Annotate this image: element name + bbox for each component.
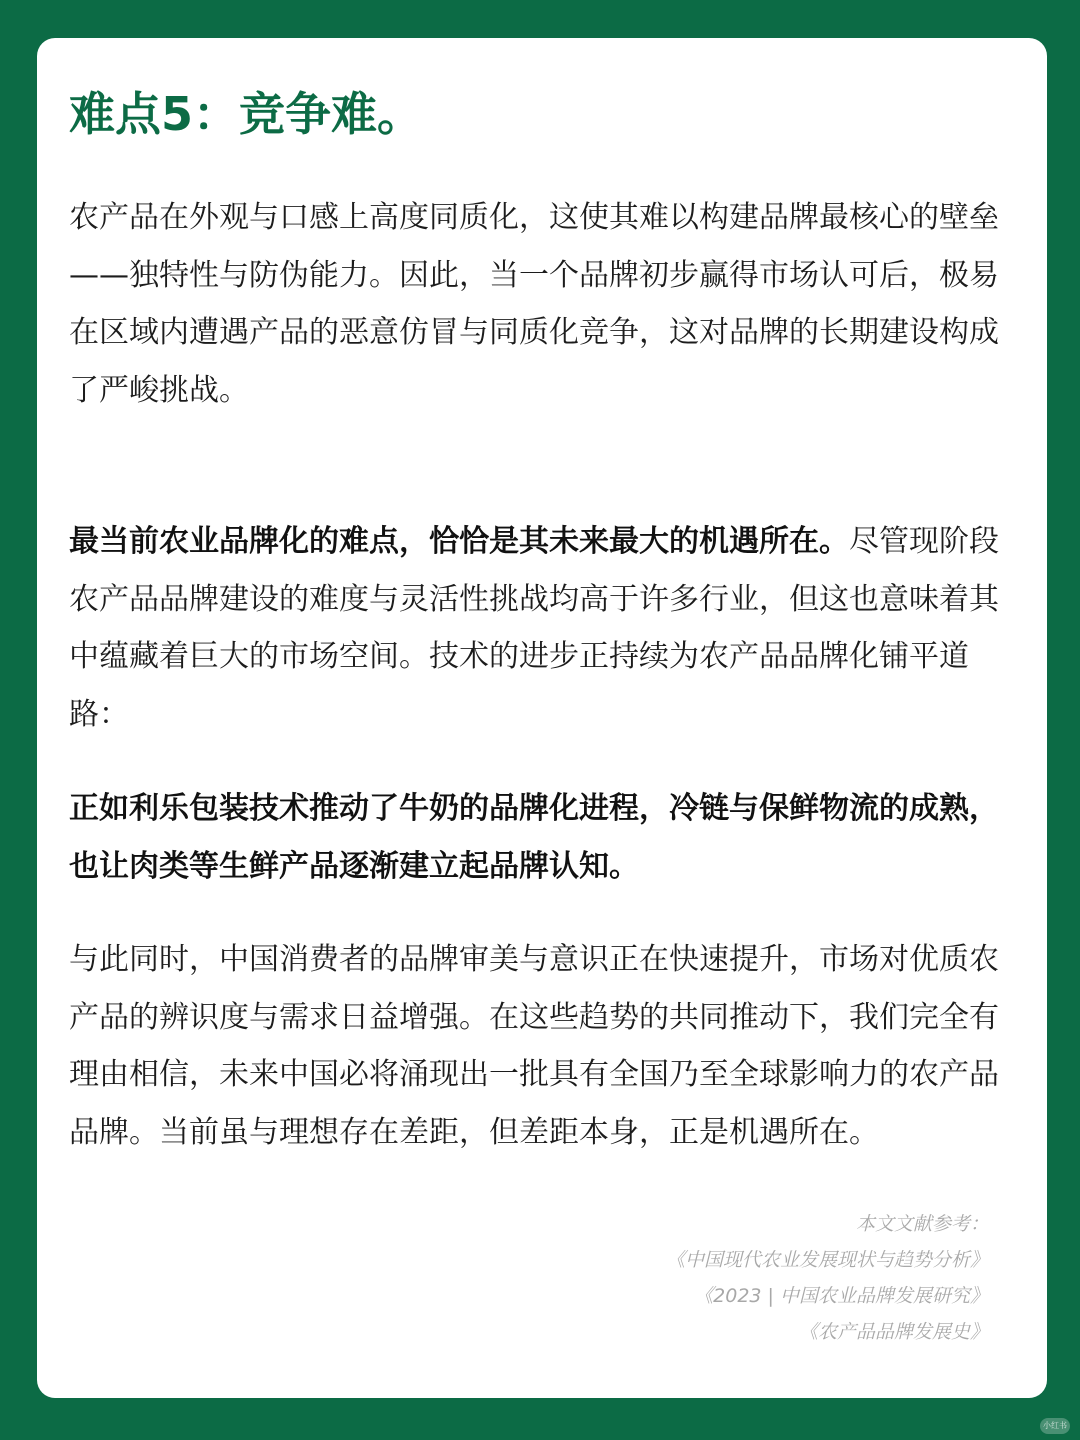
reference-item: 《农产品品牌发展史》 [798,1321,989,1343]
paragraph-future-outlook: 与此同时，中国消费者的品牌审美与意识正在快速提升，市场对优质农产品的辨识度与需求日益增强。在这些趋势的共同推动下，我们完全有理由相信，未来中国必将涌现出一批具有全国乃至全球影响力的农产品品牌。当前虽与理想存在差距，但差距本身，正是机遇所在。 [69,942,999,1150]
paragraph-opportunity [69,513,1004,743]
reference-item: 《中国现代农业发展现状与趋势分析》 [665,1249,989,1271]
references-heading: 本文文献参考： [855,1213,989,1235]
paragraph-opportunity-rest: 尽管现阶段农产品品牌建设的难度与灵活性挑战均高于许多行业，但这也意味着其中蕴藏着巨大的市场空间。技术的进步正持续为农产品品牌化铺平道路： [69,524,999,732]
paragraph-opportunity-bold: 最当前农业品牌化的难点，恰恰是其未来最大的机遇所在。 [69,524,849,559]
paragraph-technology-example: 正如利乐包装技术推动了牛奶的品牌化进程，冷链与保鲜物流的成熟，也让肉类等生鲜产品逐渐建立起品牌认知。 [69,791,999,884]
content-card [37,38,1047,1398]
paragraph-homogeneity: 农产品在外观与口感上高度同质化，这使其难以构建品牌最核心的壁垒——独特性与防伪能力。因此，当一个品牌初步赢得市场认可后，极易在区域内遭遇产品的恶意仿冒与同质化竞争，这对品牌的长期建设构成了严峻挑战。 [69,200,999,408]
references [666,1206,989,1350]
reference-item: 《2023 | 中国农业品牌发展研究》 [694,1285,989,1307]
watermark-logo: 小红书 [1040,1418,1070,1434]
page-title: 难点5：竞争难。 [69,87,424,141]
